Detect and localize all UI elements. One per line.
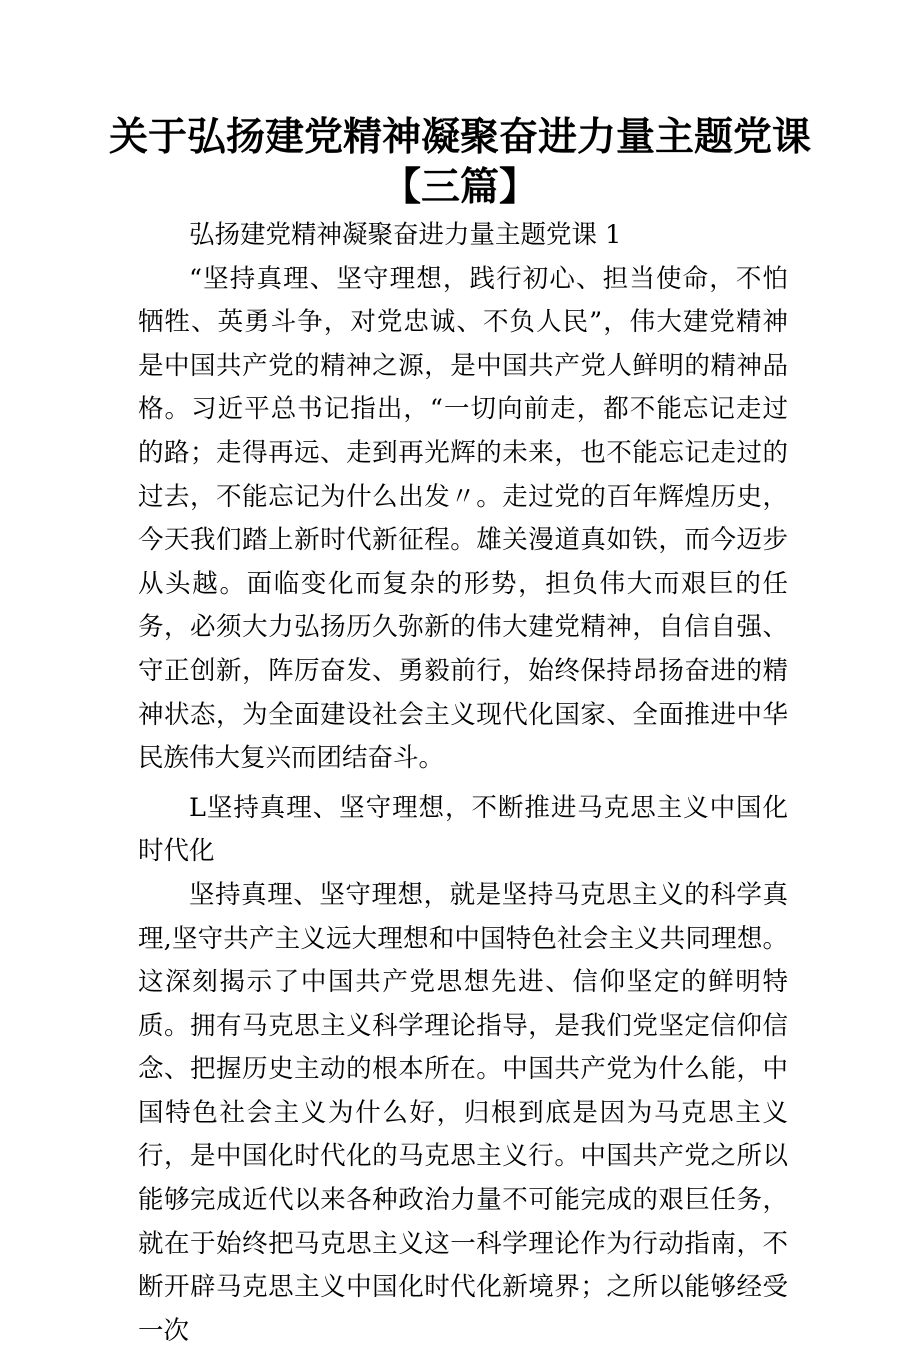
document-title-line-1: 关于弘扬建党精神凝聚奋进力量主题党课 — [108, 115, 811, 160]
document-body — [138, 214, 788, 1353]
paragraph-section-1: 坚持真理、坚守理想，就是坚持马克思主义的科学真理,坚守共产主义远大理想和中国特色社会主义共同理想。这深刻揭示了中国共产党思想先进、信仰坚定的鲜明特质。拥有马克思主义科学理论指导，是我们党坚定信仰信念、把握历史主动的根本所在。中国共产党为什么能，中国特色社会主义为什么好，归根到底是因为马克思主义行，是中国化时代化的马克思主义行。中国共产党之所以能够完成近代以来各种政治力量不可能完成的艰巨任务，就在于始终把马克思主义这一科学理论作为行动指南，不断开辟马克思主义中国化时代化新境界；之所以能够经受一次 — [138, 879, 788, 1346]
section-subtitle: 弘扬建党精神凝聚奋进力量主题党课 1 — [189, 220, 622, 250]
document-title-line-2: 【三篇】 — [381, 165, 538, 210]
section-heading-1: L坚持真理、坚守理想，不断推进马克思主义中国化时代化 — [138, 792, 788, 867]
paragraph-intro: “坚持真理、坚守理想，践行初心、担当使命，不怕牺牲、英勇斗争，对党忠诚、不负人民”，伟大建党精神是中国共产党的精神之源，是中国共产党人鲜明的精神品格。习近平总书记指出，“一切向前走，都不能忘记走过的路；走得再远、走到再光辉的未来，也不能忘记走过的过去，不能忘记为什么出发〃。走过党的百年辉煌历史，今天我们踏上新时代新征程。雄关漫道真如铁，而今迈步从头越。面临变化而复杂的形势，担负伟大而艰巨的任务，必须大力弘扬历久弥新的伟大建党精神，自信自强、守正创新，阵厉奋发、勇毅前行，始终保持昂扬奋进的精神状态，为全面建设社会主义现代化国家、全面推进中华民族伟大复兴而团结奋斗。 — [138, 263, 788, 774]
